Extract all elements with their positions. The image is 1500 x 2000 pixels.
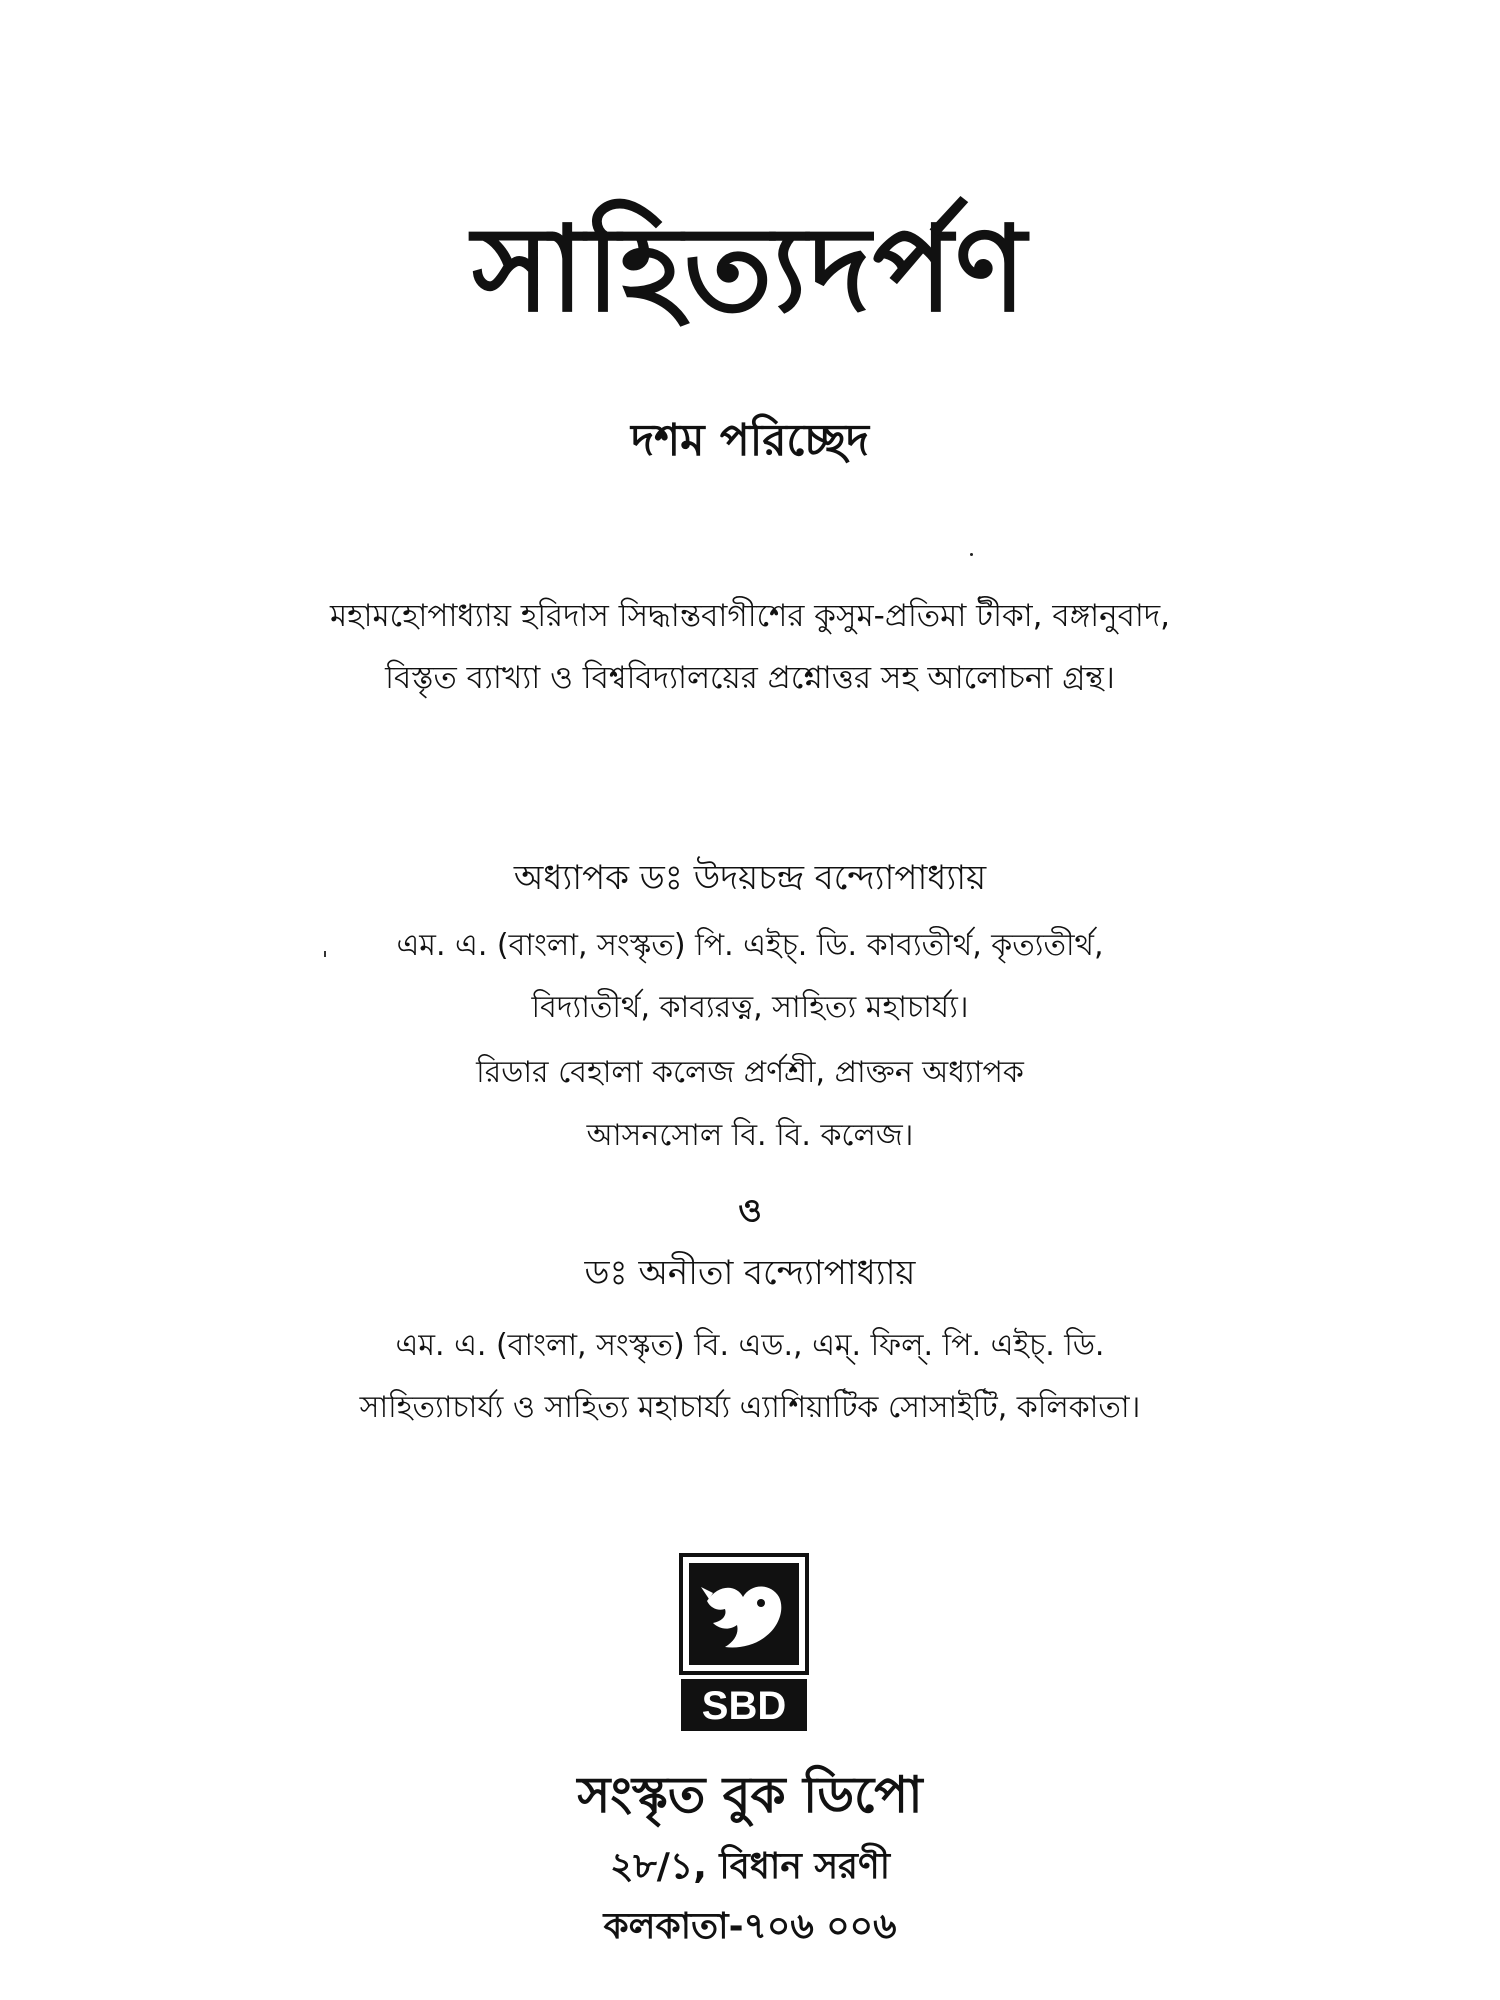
bird-logo-icon <box>679 1553 809 1733</box>
description-line-2: বিস্তৃত ব্যাখ্যা ও বিশ্ববিদ্যালয়ের প্রশ্নোত্তর সহ আলোচনা গ্রন্থ। <box>385 660 1115 696</box>
author-2-credential-1: এম. এ. (বাংলা, সংস্কৃত) বি. এড., এম্. ফিল্. পি. এইচ্. ডি. <box>395 1328 1105 1363</box>
logo-text: SBD <box>701 1684 787 1728</box>
stray-mark <box>970 553 973 556</box>
author-1-credential-4: আসনসোল বি. বি. কলেজ। <box>586 1118 914 1153</box>
publisher-city: কলকাতা-৭০৬ ০০৬ <box>603 1906 897 1947</box>
author-1-credential-3: রিডার বেহালা কলেজ প্রর্ণশ্রী, প্রাক্তন অধ্যাপক <box>476 1055 1024 1090</box>
author-1-credential-2: বিদ্যাতীর্থ, কাব্যরত্ন, সাহিত্য মহাচার্য্য। <box>531 990 969 1025</box>
author-2-name: ডঃ অনীতা বন্দ্যোপাধ্যায় <box>584 1253 916 1293</box>
publisher-name: সংস্কৃত বুক ডিপো <box>577 1766 923 1824</box>
book-title: সাহিত্যদর্পণ <box>471 200 1029 338</box>
author-2-credential-2: সাহিত্যাচার্য্য ও সাহিত্য মহাচার্য্য এ্যাশিয়াটিক সোসাইটি, কলিকাতা। <box>359 1390 1141 1425</box>
publisher-address: ২৮/১, বিধান সরণী <box>609 1846 891 1887</box>
author-1-name: অধ্যাপক ডঃ উদয়চন্দ্র বন্দ্যোপাধ্যায় <box>513 858 987 898</box>
conjunction: ও <box>738 1191 762 1229</box>
author-1-credential-1: এম. এ. (বাংলা, সংস্কৃত) পি. এইচ্. ডি. কাব্যতীর্থ, কৃত্যতীর্থ, <box>396 928 1104 963</box>
description-line-1: মহামহোপাধ্যায় হরিদাস সিদ্ধান্তবাগীশের কুসুম-প্রতিমা টীকা, বঙ্গানুবাদ, <box>329 598 1171 634</box>
chapter-subtitle: দশম পরিচ্ছেদ <box>630 415 869 466</box>
